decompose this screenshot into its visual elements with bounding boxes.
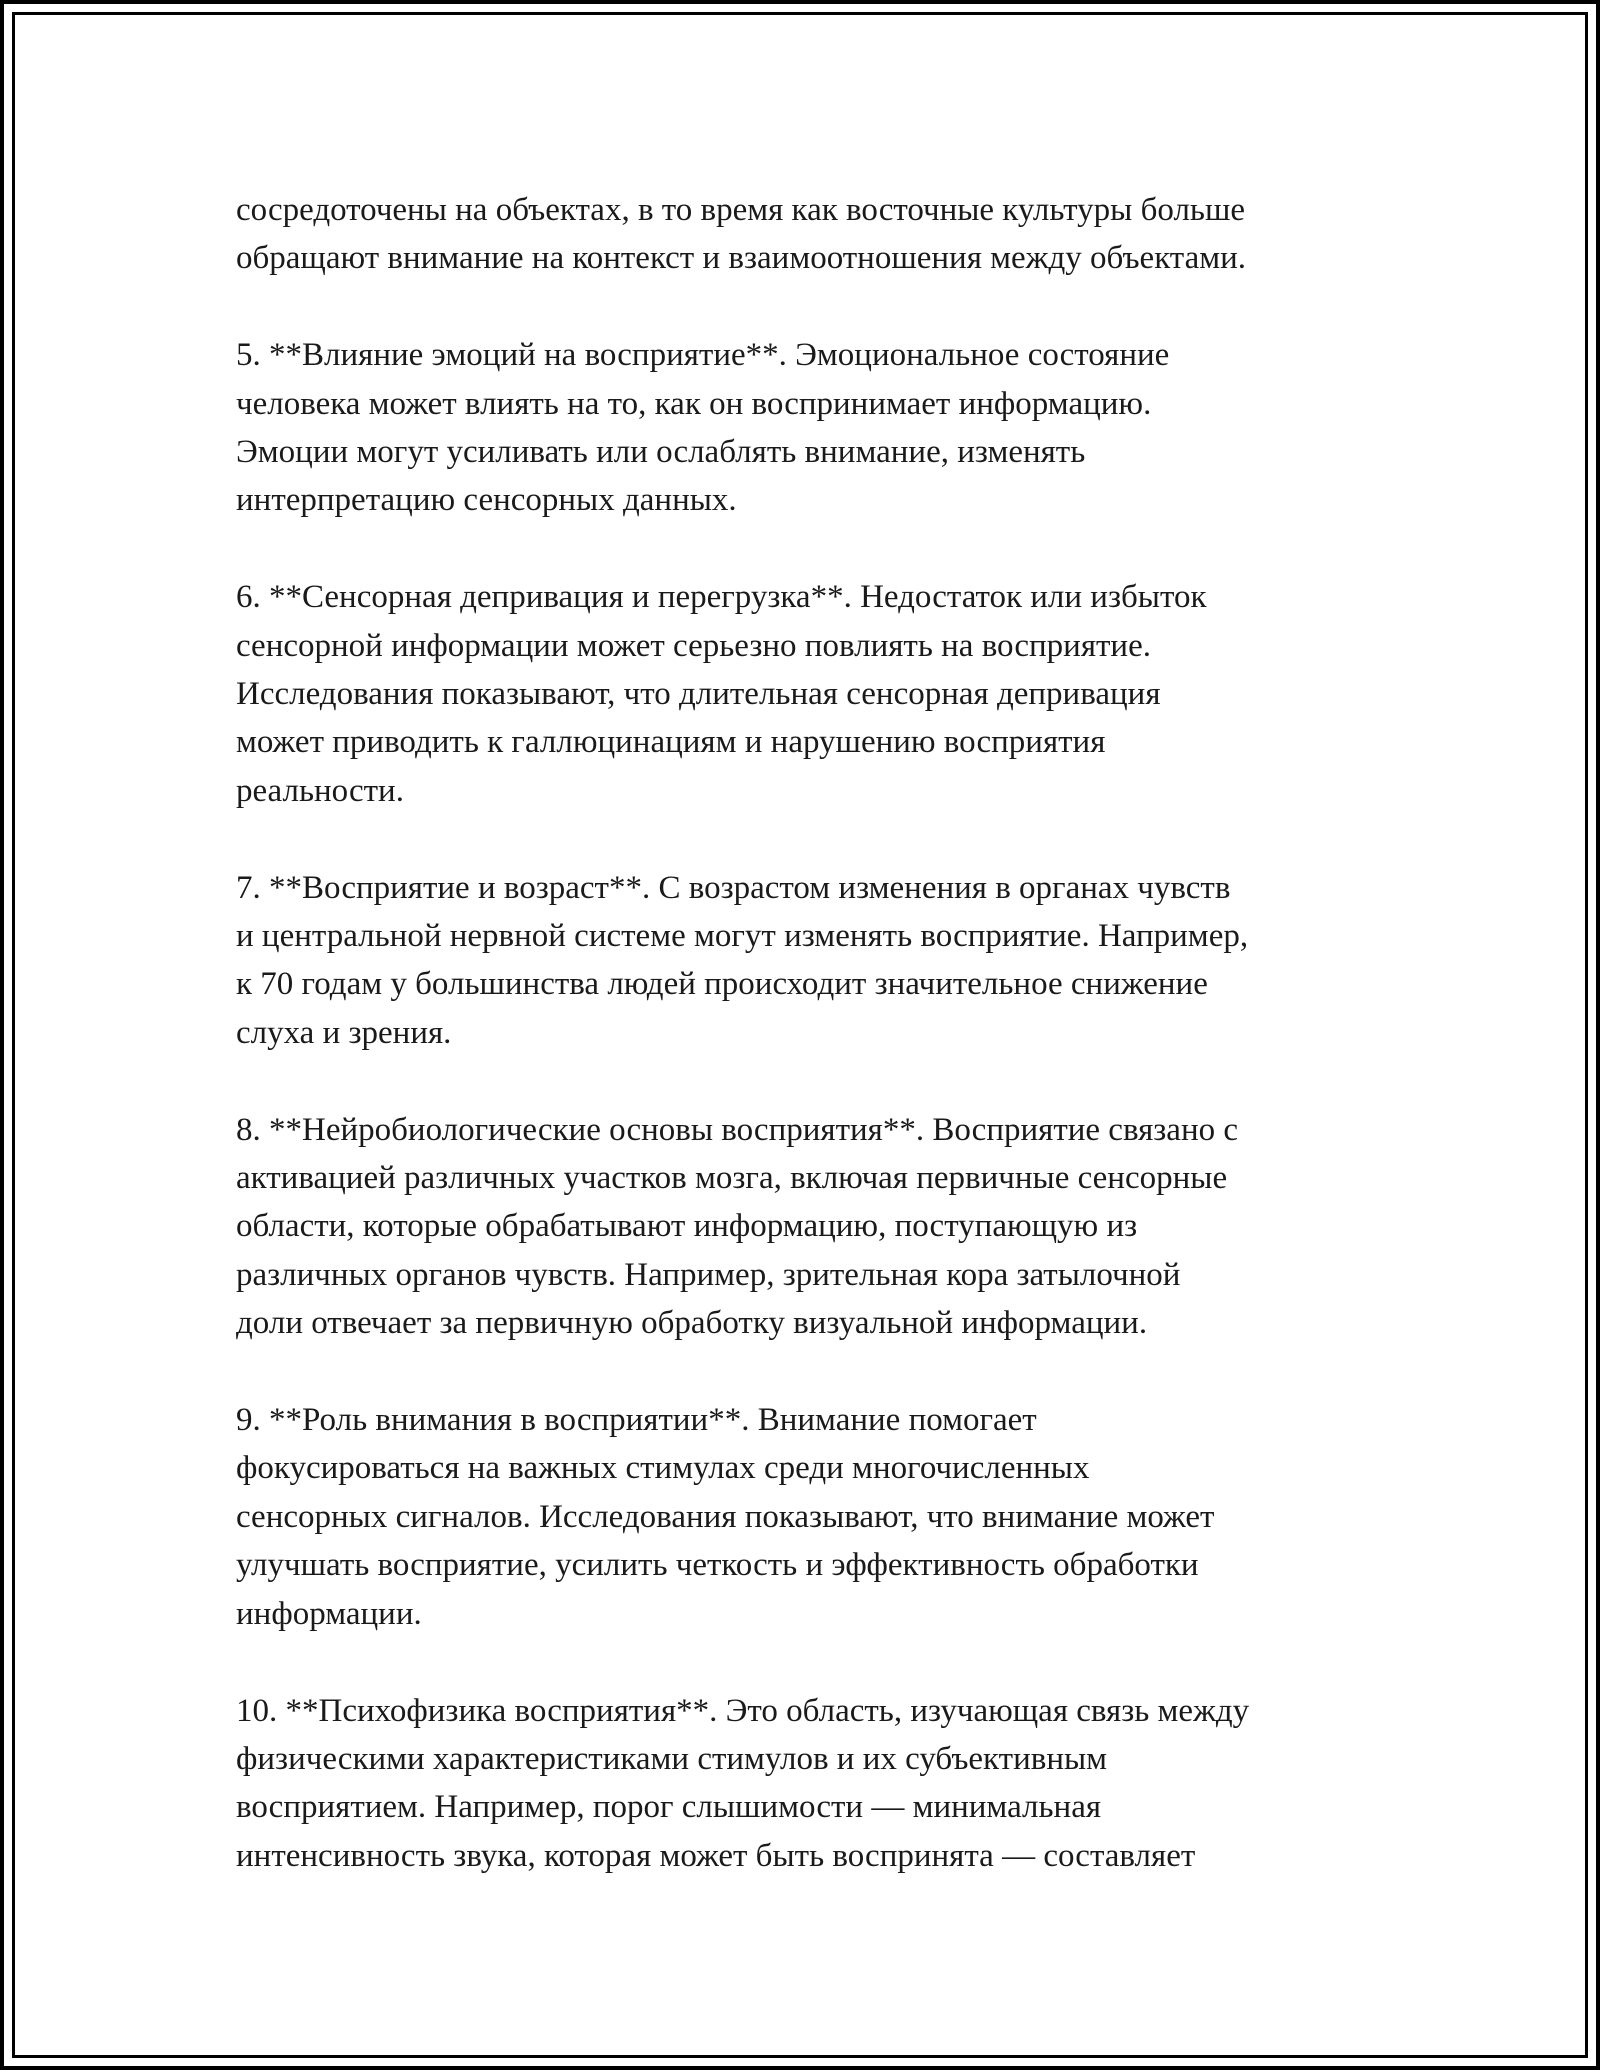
- text-line: 10. **Психофизика восприятия**. Это область, изучающая связь между: [236, 1692, 1250, 1729]
- text-line: восприятием. Например, порог слышимости — минимальная: [236, 1789, 1102, 1826]
- text-line: слуха и зрения.: [236, 1014, 452, 1051]
- paragraph-item-10: [236, 1687, 1376, 1881]
- text-line: 8. **Нейробиологические основы восприятия**. Восприятие связано с: [236, 1111, 1239, 1148]
- text-line: 5. **Влияние эмоций на восприятие**. Эмоциональное состояние: [236, 337, 1170, 374]
- paragraph-item-6: [236, 573, 1376, 815]
- text-line: Эмоции могут усиливать или ослаблять внимание, изменять: [236, 434, 1086, 471]
- text-line: может приводить к галлюцинациям и нарушению восприятия: [236, 724, 1106, 761]
- text-line: 7. **Восприятие и возраст**. С возрастом изменения в органах чувств: [236, 869, 1231, 906]
- text-line: активацией различных участков мозга, включая первичные сенсорные: [236, 1160, 1228, 1197]
- paragraph-item-9: [236, 1396, 1376, 1638]
- text-line: к 70 годам у большинства людей происходит значительное снижение: [236, 966, 1208, 1003]
- text-line: и центральной нервной системе могут изменять восприятие. Например,: [236, 918, 1249, 955]
- text-line: интерпретацию сенсорных данных.: [236, 482, 737, 519]
- text-line: обращают внимание на контекст и взаимоотношения между объектами.: [236, 240, 1247, 277]
- paragraph-item-7: [236, 864, 1376, 1058]
- text-line: 6. **Сенсорная депривация и перегрузка**. Недостаток или избыток: [236, 579, 1207, 616]
- text-line: Исследования показывают, что длительная сенсорная депривация: [236, 676, 1161, 713]
- text-line: сенсорных сигналов. Исследования показывают, что внимание может: [236, 1498, 1215, 1535]
- text-line: различных органов чувств. Например, зрительная кора затылочной: [236, 1256, 1181, 1293]
- text-line: области, которые обрабатывают информацию, поступающую из: [236, 1208, 1138, 1245]
- text-line: реальности.: [236, 772, 404, 809]
- text-line: сосредоточены на объектах, в то время как восточные культуры больше: [236, 192, 1246, 228]
- document-body: [236, 186, 1376, 1929]
- text-line: сенсорной информации может серьезно повлиять на восприятие.: [236, 627, 1151, 664]
- text-line: улучшать восприятие, усилить четкость и эффективность обработки: [236, 1547, 1199, 1584]
- text-line: человека может влиять на то, как он воспринимает информацию.: [236, 385, 1152, 422]
- text-line: интенсивность звука, которая может быть воспринята — составляет: [236, 1837, 1196, 1874]
- text-line: доли отвечает за первичную обработку визуальной информации.: [236, 1305, 1148, 1342]
- paragraph-continuation: [236, 186, 1376, 283]
- text-line: фокусироваться на важных стимулах среди многочисленных: [236, 1450, 1090, 1487]
- paragraph-item-5: [236, 331, 1376, 525]
- text-line: 9. **Роль внимания в восприятии**. Внимание помогает: [236, 1402, 1037, 1439]
- paragraph-item-8: [236, 1106, 1376, 1348]
- text-line: физическими характеристиками стимулов и их субъективным: [236, 1740, 1108, 1777]
- text-line: информации.: [236, 1595, 422, 1632]
